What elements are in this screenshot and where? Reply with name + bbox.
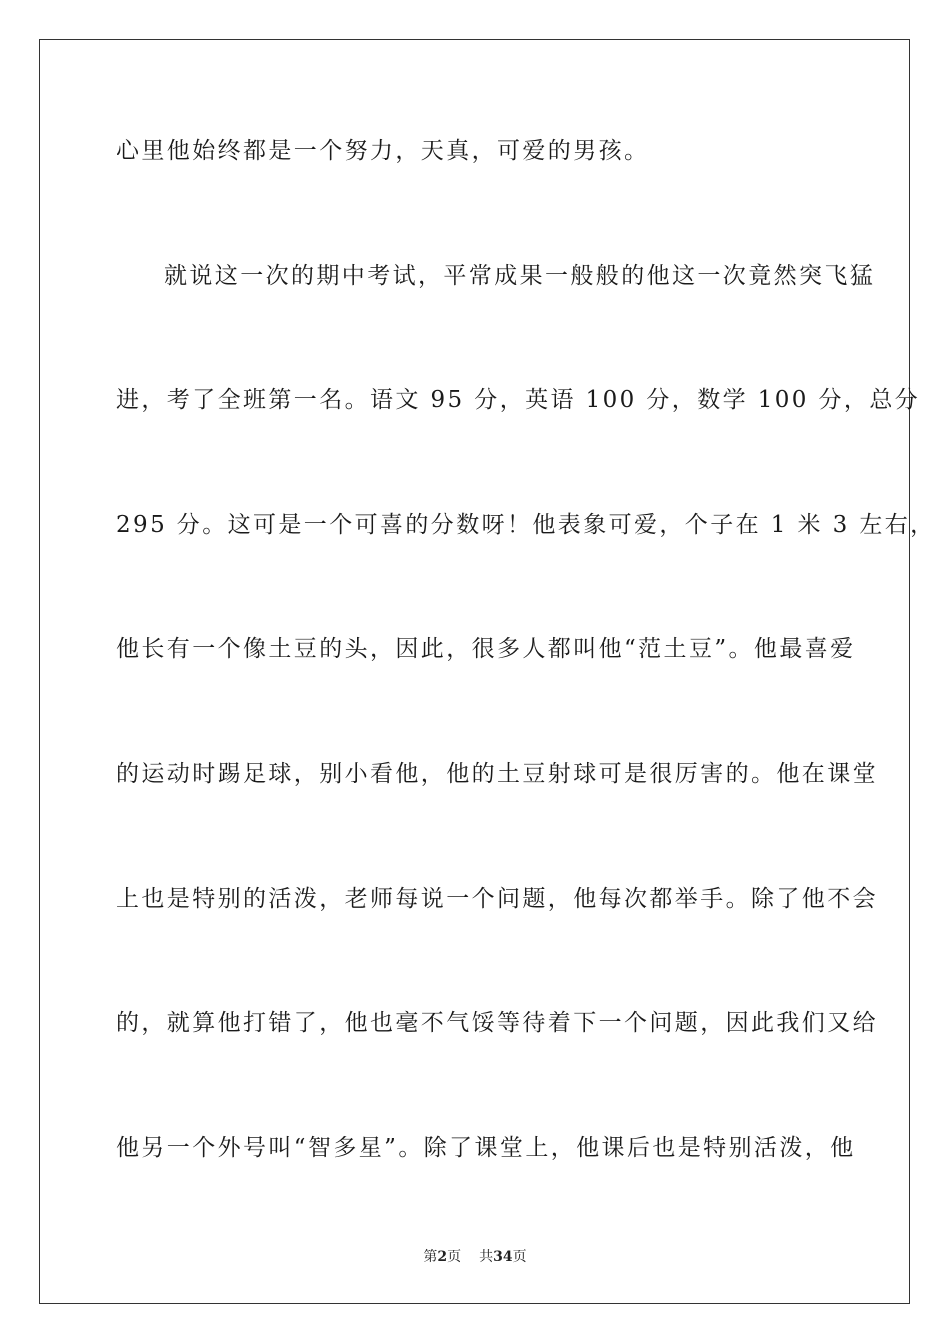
footer-page-prefix: 第 bbox=[423, 1249, 438, 1265]
page-frame bbox=[39, 39, 936, 1304]
text-line-9: 他另一个外号叫“智多星”。除了课堂上，他课后也是特别活泼，他 bbox=[116, 1135, 856, 1161]
page-footer bbox=[0, 1248, 950, 1266]
footer-total-suffix: 页 bbox=[512, 1249, 527, 1265]
footer-total-prefix: 共 bbox=[479, 1249, 494, 1265]
text-line-2: 就说这一次的期中考试，平常成果一般般的他这一次竟然突飞猛 bbox=[164, 263, 876, 289]
text-line-1: 心里他始终都是一个努力，天真，可爱的男孩。 bbox=[116, 138, 650, 164]
text-line-8: 的，就算他打错了，他也毫不气馁等待着下一个问题，因此我们又给 bbox=[116, 1010, 878, 1036]
text-line-4: 295 分。这可是一个可喜的分数呀！他表象可爱，个子在 1 米 3 左右， bbox=[116, 512, 936, 538]
text-line-5: 他长有一个像土豆的头，因此，很多人都叫他“范土豆”。他最喜爱 bbox=[116, 636, 856, 662]
footer-total-pages: 34 bbox=[493, 1249, 513, 1265]
text-line-3: 进，考了全班第一名。语文 95 分，英语 100 分，数学 100 分，总分 bbox=[116, 387, 921, 413]
footer-page-suffix: 页 bbox=[447, 1249, 462, 1265]
footer-page-number: 2 bbox=[437, 1249, 448, 1265]
text-line-6: 的运动时踢足球，别小看他，他的土豆射球可是很厉害的。他在课堂 bbox=[116, 761, 878, 787]
text-line-7: 上也是特别的活泼，老师每说一个问题，他每次都举手。除了他不会 bbox=[116, 886, 878, 912]
